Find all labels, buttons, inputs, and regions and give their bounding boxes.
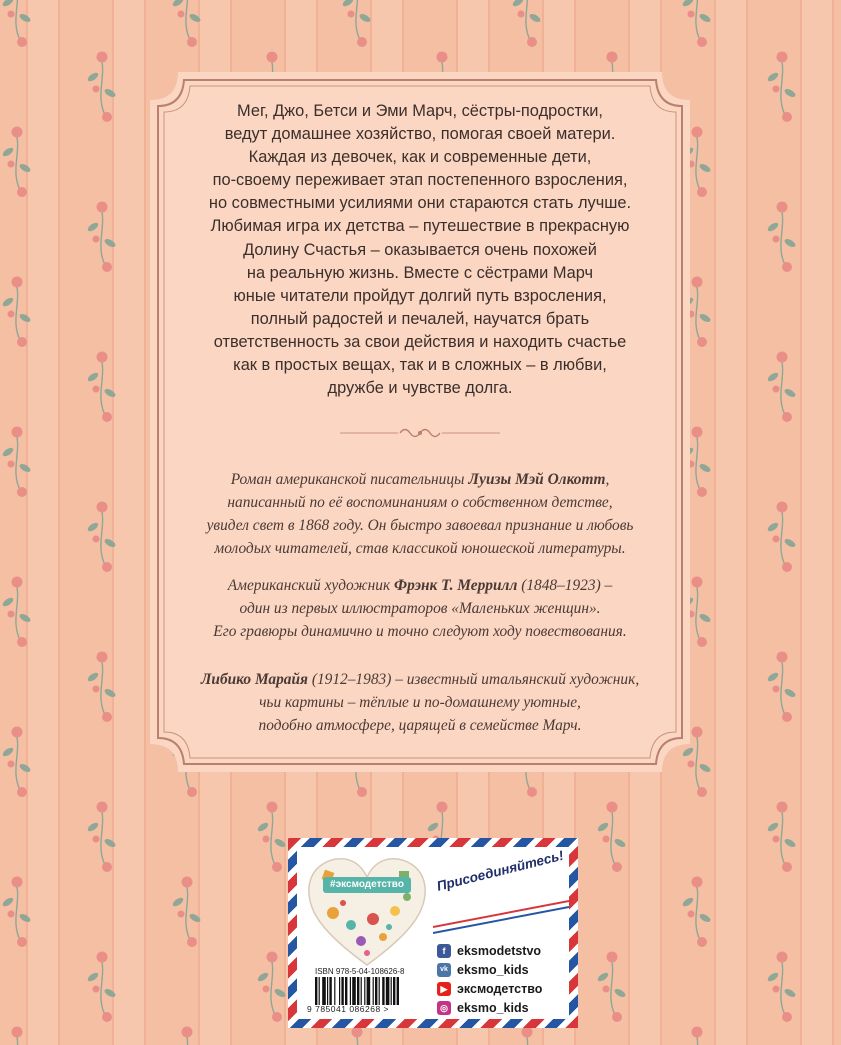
barcode-bar [322, 977, 326, 1005]
illustrator-merrill-note [170, 574, 670, 643]
barcode-bar [364, 977, 365, 1005]
barcode-bar [361, 977, 362, 1005]
barcode-bar [315, 977, 317, 1005]
floral-sprig [766, 502, 796, 573]
author-note [170, 468, 670, 560]
barcode-bar [352, 977, 356, 1005]
hashtag-label: #эксмодетство [323, 877, 411, 893]
maraja-note-line: подобно атмосфере, царящей в семействе Марч. [258, 717, 582, 734]
social-link-youtube[interactable] [437, 979, 569, 998]
floral-sprig [511, 0, 541, 47]
description-line: Любимая игра их детства – путешествие в прекрасную [210, 217, 630, 236]
social-link-vk[interactable] [437, 960, 569, 979]
join-us-label: Присоединяйтесь! [435, 847, 566, 894]
illustrator-maraja-note [170, 668, 670, 737]
floral-sprig [1, 127, 31, 198]
description-line: как в простых вещах, так и в сложных – в любви, [233, 356, 607, 375]
merrill-note-prefix: Американский художник [227, 577, 395, 594]
floral-sprig [596, 952, 626, 1023]
social-label: eksmodetstvo [457, 943, 542, 958]
barcode-bar [341, 977, 343, 1005]
author-name: Луизы Мэй Олкотт [468, 471, 606, 488]
instagram-icon: ◎ [437, 1001, 451, 1015]
floral-sprig [766, 352, 796, 423]
maraja-note-line: чьи картины – тёплые и по-домашнему уютные, [259, 694, 581, 711]
barcode-bar [334, 977, 335, 1005]
description-line: дружбе и чувстве долга. [327, 379, 513, 398]
floral-sprig [171, 0, 201, 47]
description-line: Долину Счастья – оказывается очень похожей [243, 240, 597, 259]
merrill-note-line: Его гравюры динамично и точно следуют ходу повествования. [213, 623, 627, 640]
floral-sprig [596, 802, 626, 873]
floral-sprig [171, 1027, 201, 1045]
barcode-bar [367, 977, 371, 1005]
description-line: Мег, Джо, Бетси и Эми Марч, сёстры-подростки, [237, 102, 603, 120]
barcode-bar [357, 977, 359, 1005]
floral-sprig [86, 52, 116, 123]
floral-sprig [511, 1027, 541, 1045]
floral-sprig [766, 952, 796, 1023]
floral-sprig [1, 0, 31, 47]
barcode-bar [339, 977, 340, 1005]
barcode-bar [373, 977, 374, 1005]
floral-sprig [766, 202, 796, 273]
social-link-instagram[interactable] [437, 998, 569, 1017]
social-label: eksmo_kids [457, 962, 529, 977]
barcode-bar [329, 977, 331, 1005]
floral-sprig [86, 202, 116, 273]
social-label: эксмодетство [457, 981, 543, 996]
floral-sprig [1, 727, 31, 798]
heart-collage-icon [303, 853, 431, 973]
description-line: Каждая из девочек, как и современные дети, [248, 148, 592, 167]
ornament-divider [340, 424, 500, 442]
barcode-bar [391, 977, 392, 1005]
floral-sprig [766, 52, 796, 123]
facebook-icon: f [437, 944, 451, 958]
floral-sprig [766, 652, 796, 723]
floral-sprig [256, 952, 286, 1023]
description-line: ведут домашнее хозяйство, помогая своей матери. [224, 125, 616, 144]
floral-sprig [1, 277, 31, 348]
barcode-bar [350, 977, 351, 1005]
barcode-bar [379, 977, 380, 1005]
floral-sprig [86, 502, 116, 573]
floral-sprig [1, 1027, 31, 1045]
maraja-name: Либико Марайя [200, 671, 308, 688]
social-links [437, 941, 569, 1017]
barcode-bar [345, 977, 347, 1005]
social-link-facebook[interactable] [437, 941, 569, 960]
description-panel [150, 72, 690, 772]
barcode-bar [386, 977, 390, 1005]
barcode-bar [397, 977, 399, 1005]
merrill-name: Фрэнк Т. Меррилл [394, 577, 518, 594]
description-line: ответственность за свои действия и находить счастье [213, 332, 627, 351]
merrill-note-suffix: (1848–1923) – [517, 577, 613, 594]
barcode-number: 9 785041 086268 > [307, 1004, 390, 1014]
book-description [194, 100, 646, 400]
youtube-icon: ▶ [437, 982, 451, 996]
author-note-prefix: Роман американской писательницы [230, 471, 469, 488]
barcode-bar [382, 977, 384, 1005]
description-line: по-своему переживает этап постепенного взросления, [212, 171, 628, 190]
author-note-line: написанный по её воспоминаниям о собственном детстве, [227, 494, 613, 511]
floral-sprig [681, 1027, 711, 1045]
author-note-line: увидел свет в 1868 году. Он быстро завоевал признание и любовь [206, 517, 634, 534]
floral-sprig [681, 0, 711, 47]
barcode [313, 977, 433, 1005]
floral-sprig [341, 1027, 371, 1045]
description-line: полный радостей и печалей, научатся брать [250, 309, 590, 328]
isbn-number: ISBN 978-5-04-108626-8 [315, 967, 405, 976]
floral-sprig [171, 877, 201, 948]
airmail-stamp [288, 838, 578, 1028]
floral-sprig [1, 577, 31, 648]
barcode-bar [327, 977, 328, 1005]
description-line: на реальную жизнь. Вместе с сёстрами Марч [246, 263, 594, 282]
postmark-lines [433, 897, 569, 937]
description-line: юные читатели пройдут долгий путь взросления, [233, 286, 607, 305]
floral-sprig [1, 427, 31, 498]
floral-sprig [86, 352, 116, 423]
floral-sprig [86, 652, 116, 723]
floral-sprig [681, 877, 711, 948]
floral-sprig [86, 802, 116, 873]
author-note-suffix: , [605, 471, 610, 488]
floral-sprig [341, 0, 371, 47]
barcode-bar [319, 977, 320, 1005]
vk-icon: vk [437, 963, 451, 977]
floral-sprig [86, 952, 116, 1023]
floral-sprig [766, 802, 796, 873]
floral-sprig [1, 877, 31, 948]
maraja-note-suffix: (1912–1983) – известный итальянский художник, [307, 671, 640, 688]
description-line: но совместными усилиями они стараются стать лучше. [208, 194, 632, 213]
barcode-bar [393, 977, 395, 1005]
author-note-line: молодых читателей, став классикой юношеской литературы. [214, 540, 626, 557]
floral-sprig [256, 802, 286, 873]
merrill-note-line: один из первых иллюстраторов «Маленьких женщин». [239, 600, 601, 617]
social-label: eksmo_kids [457, 1000, 529, 1015]
barcode-bar [375, 977, 377, 1005]
